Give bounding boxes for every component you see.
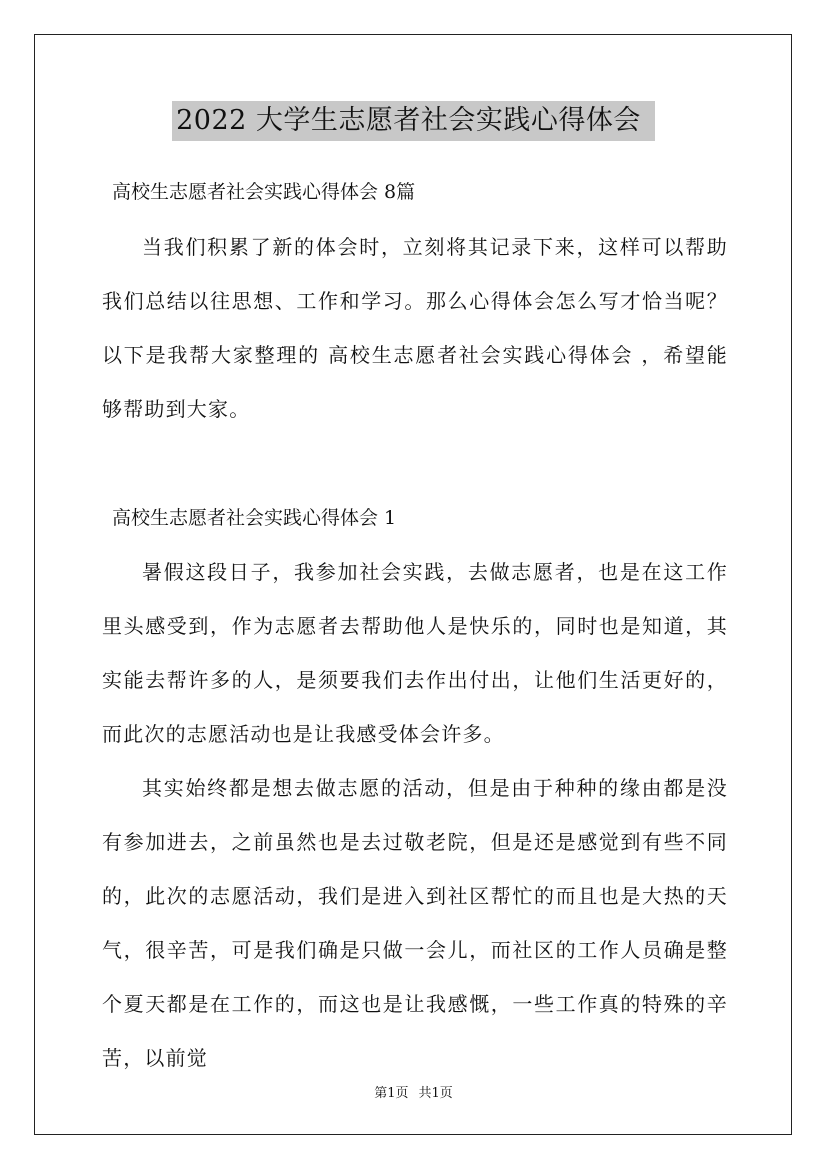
subheading-part-1: 高校生志愿者社会实践心得体会 1 xyxy=(112,507,397,529)
subheading-series: 高校生志愿者社会实践心得体会 8篇 xyxy=(112,181,416,203)
page-footer xyxy=(0,1082,827,1101)
body-paragraph-2: 其实始终都是想去做志愿的活动，但是由于种种的缘由都是没有参加进去，之前虽然也是去过敬老院，但是还是感觉到有些不同的，此次的志愿活动，我们是进入到社区帮忙的而且也是大热的天气，很辛苦，可是我们确是只做一会儿，而社区的工作人员确是整个夏天都是在工作的，而这也是让我感慨，一些工作真的特殊的辛苦，以前觉 xyxy=(102,776,728,1070)
page-total: 共1页 xyxy=(418,1086,453,1101)
title-container xyxy=(0,101,827,141)
page-number: 第1页 xyxy=(374,1086,409,1101)
document-title: 2022 大学生志愿者社会实践心得体会 xyxy=(172,101,655,141)
body-paragraph-1: 暑假这段日子，我参加社会实践，去做志愿者，也是在这工作里头感受到，作为志愿者去帮助他人是快乐的，同时也是知道，其实能去帮许多的人，是须要我们去作出付出，让他们生活更好的，而此次的志愿活动也是让我感受体会许多。 xyxy=(102,560,728,746)
intro-paragraph: 当我们积累了新的体会时，立刻将其记录下来，这样可以帮助我们总结以往思想、工作和学习。那么心得体会怎么写才恰当呢？以下是我帮大家整理的 高校生志愿者社会实践心得体会 ，希望能够帮助到大家。 xyxy=(102,235,728,421)
